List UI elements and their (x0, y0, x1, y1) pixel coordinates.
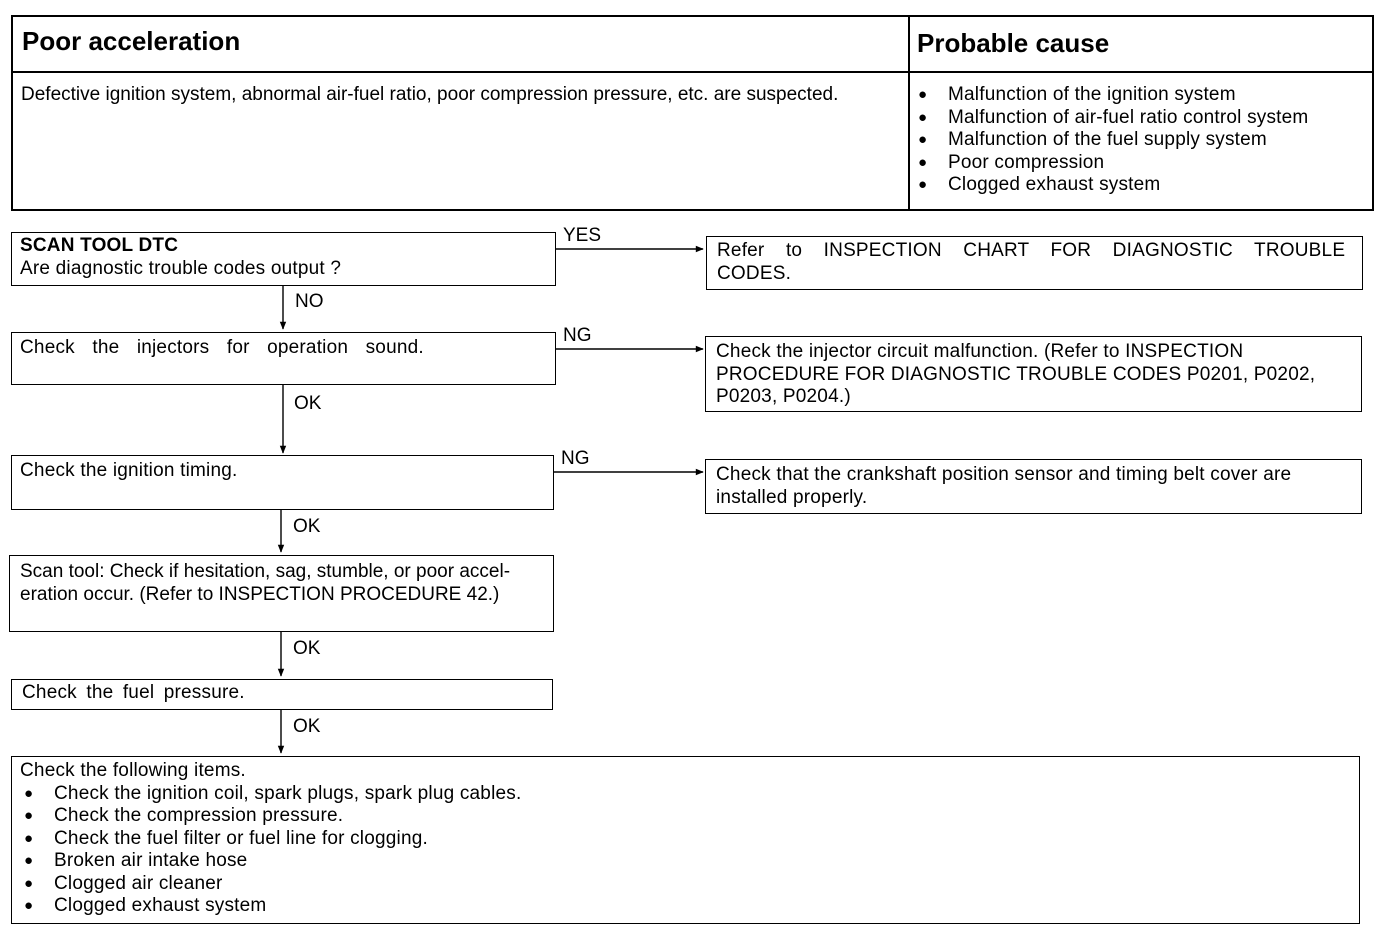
result-crankshaft-text: Check that the crankshaft position sensor and timing belt cover are installed properly. (716, 464, 1292, 508)
label-yes: YES (563, 225, 602, 246)
label-ok-1: OK (294, 393, 322, 414)
cause-item: ● Malfunction of the ignition system (914, 84, 1369, 107)
label-ok-2: OK (293, 516, 321, 537)
label-no: NO (295, 291, 324, 312)
final-check-item: ● Clogged air cleaner (20, 873, 1351, 896)
result-injector-circuit-text: Check the injector circuit malfunction. (Refer to INSPECTION PROCEDURE FOR DIAGNOSTIC TROUBLE CODES P0201, P0202, P0203, P0204.) (716, 341, 1316, 407)
step-ignition-timing-text: Check the ignition timing. (20, 460, 238, 481)
cause-item: ● Clogged exhaust system (914, 174, 1369, 197)
final-check-item: ● Check the fuel filter or fuel line for clogging. (20, 828, 1351, 851)
step-scan-hesitation-text: Scan tool: Check if hesitation, sag, stumble, or poor accel-eration occur. (Refer to INSPECTION PROCEDURE 42.) (20, 561, 511, 605)
label-ok-3: OK (293, 638, 321, 659)
symptom-description: Defective ignition system, abnormal air-fuel ratio, poor compression pressure, etc. are suspected. (21, 84, 839, 105)
step-scan-tool-title: SCAN TOOL DTC (20, 235, 179, 256)
label-ng-1: NG (563, 325, 592, 346)
result-dtc-chart (706, 236, 1363, 290)
step-ignition-timing (11, 455, 554, 510)
label-ok-4: OK (293, 716, 321, 737)
step-final-intro: Check the following items. (20, 760, 246, 781)
result-dtc-chart-text: Refer to INSPECTION CHART FOR DIAGNOSTIC TROUBLE CODES. (717, 240, 1346, 284)
step-fuel-pressure (11, 679, 553, 710)
step-injectors-text: Check the injectors for operation sound. (20, 337, 424, 358)
step-scan-tool-question: Are diagnostic trouble codes output ? (20, 257, 342, 279)
page-title: Poor acceleration (22, 26, 241, 56)
result-injector-circuit (705, 336, 1362, 412)
result-crankshaft (705, 459, 1362, 514)
step-final-checks (11, 756, 1360, 924)
step-injectors (11, 332, 556, 385)
final-check-item: ● Broken air intake hose (20, 850, 1351, 873)
cause-item: ● Malfunction of the fuel supply system (914, 129, 1369, 152)
probable-cause-title: Probable cause (917, 28, 1110, 58)
label-ng-2: NG (561, 448, 590, 469)
cause-item: ● Malfunction of air-fuel ratio control system (914, 107, 1369, 130)
step-scan-tool-dtc (11, 232, 556, 286)
final-check-item: ● Clogged exhaust system (20, 895, 1351, 918)
final-check-item: ● Check the compression pressure. (20, 805, 1351, 828)
cause-item: ● Poor compression (914, 152, 1369, 175)
final-check-item: ● Check the ignition coil, spark plugs, spark plug cables. (20, 783, 1351, 806)
final-check-list (20, 783, 1351, 918)
step-fuel-pressure-text: Check the fuel pressure. (22, 682, 245, 703)
step-scan-hesitation (9, 555, 554, 632)
